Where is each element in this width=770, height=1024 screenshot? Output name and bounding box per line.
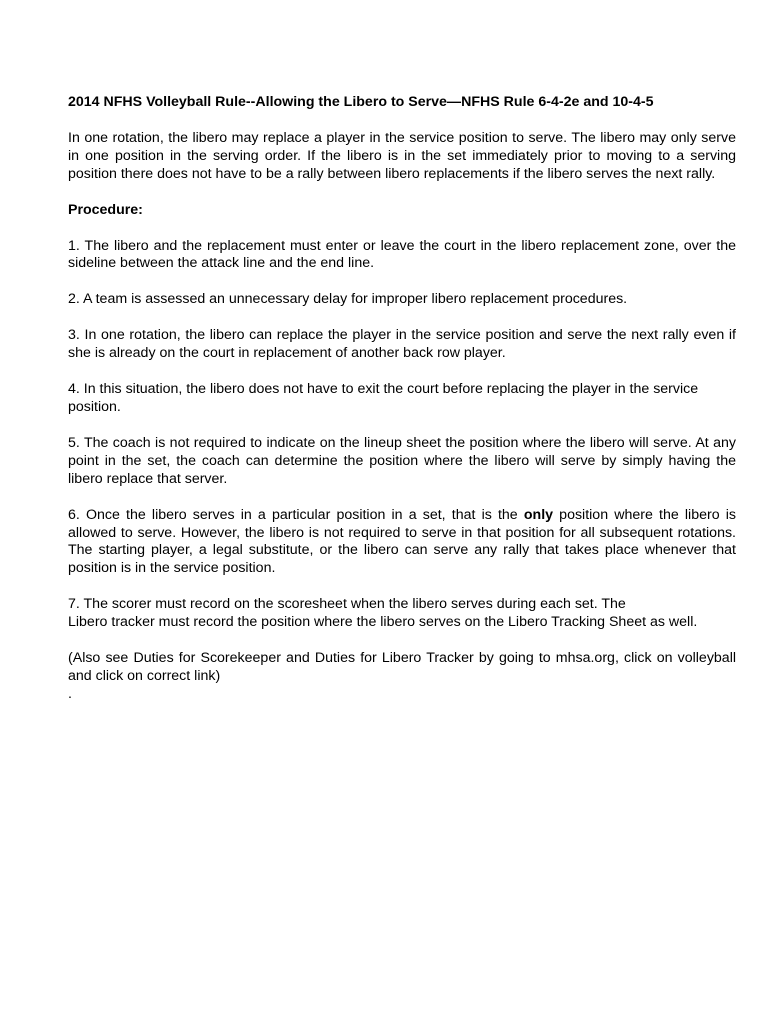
procedure-item-6 xyxy=(68,507,736,579)
procedure-heading: Procedure: xyxy=(68,201,143,218)
item-7-line-2: Libero tracker must record the position where the libero serves on the Libero Tracking Sheet as well. xyxy=(68,614,698,631)
document-page xyxy=(68,94,736,704)
procedure-item-7 xyxy=(68,596,736,632)
trailing-dot: . xyxy=(68,685,72,702)
procedure-item-3: 3. In one rotation, the libero can replace the player in the service position and serve the next rally even if she is already on the court in replacement of another back row player. xyxy=(68,327,736,362)
item-7-line-1: 7. The scorer must record on the scoresheet when the libero serves during each set. The xyxy=(68,596,626,613)
intro-paragraph: In one rotation, the libero may replace a player in the service position to serve. The libero may only serve in one position in the serving order. If the libero is in the set immediately prior to moving to a serving position there does not have to be a rally between libero replacements if the libero serves the next rally. xyxy=(68,129,736,182)
document-title: 2014 NFHS Volleyball Rule--Allowing the Libero to Serve—NFHS Rule 6-4-2e and 10-4-5 xyxy=(68,94,654,110)
procedure-item-5: 5. The coach is not required to indicate on the lineup sheet the position where the libero will serve. At any point in the set, the coach can determine the position where the libero will serve by simply having the libero replace that server. xyxy=(68,434,736,487)
item-6-text-after: position where the libero is allowed to serve. However, the libero is not required to serve in that position for all subsequent rotations. The starting player, a legal substitute, or the libero can serve any rally that takes place whenever that position is in the service position. xyxy=(68,506,737,577)
item-6-emphasis: only xyxy=(523,506,554,523)
procedure-item-1: 1. The libero and the replacement must enter or leave the court in the libero replacement zone, over the sideline between the attack line and the end line. xyxy=(68,237,736,272)
procedure-item-2: 2. A team is assessed an unnecessary delay for improper libero replacement procedures. xyxy=(68,291,628,308)
item-6-text-before: 6. Once the libero serves in a particular position in a set, that is the xyxy=(68,506,524,523)
reference-note: (Also see Duties for Scorekeeper and Duties for Libero Tracker by going to mhsa.org, click on volleyball and click on correct link) xyxy=(68,650,736,684)
procedure-item-4: 4. In this situation, the libero does not have to exit the court before replacing the player in the service position. xyxy=(68,381,699,415)
